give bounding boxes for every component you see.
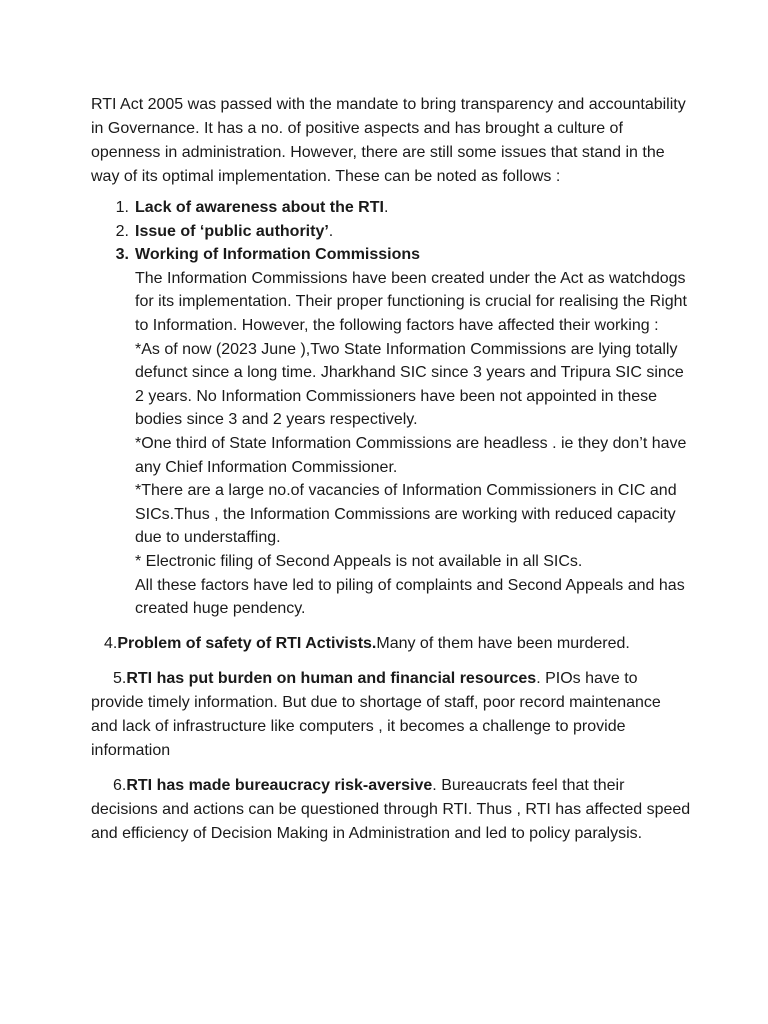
commissions-paragraph: * Electronic filing of Second Appeals is not available in all SICs. <box>135 552 583 570</box>
commissions-details <box>135 267 691 621</box>
document-page <box>91 93 691 846</box>
list-item-2 <box>91 220 691 244</box>
list-item-3 <box>91 243 691 267</box>
commissions-paragraph: *One third of State Information Commissions are headless . ie they don’t have any Chief Information Commissioner. <box>135 434 687 476</box>
section-text: . PIOs have to provide timely information. But due to shortage of staff, poor record maintenance and lack of infrastructure like computers , it becomes a challenge to provide information <box>91 669 661 759</box>
intro-paragraph: RTI Act 2005 was passed with the mandate to bring transparency and accountability in Governance. It has a no. of positive aspects and has brought a culture of openness in administration. However, there are still some issues that stand in the way of its optimal implementation. These can be noted as follows : <box>91 96 686 185</box>
commissions-paragraph: *As of now (2023 June ),Two State Information Commissions are lying totally defunct since a long time. Jharkhand SIC since 3 years and Tripura SIC since 2 years. No Information Commissioners have been not appointed in these bodies since 3 and 2 years respectively. <box>135 340 684 429</box>
list-number: 2. <box>115 222 129 240</box>
section-title: Problem of safety of RTI Activists. <box>117 634 377 652</box>
list-title: Working of Information Commissions <box>135 246 421 264</box>
section-number: 5. <box>113 669 127 687</box>
list-title: Lack of awareness about the RTI <box>135 199 384 216</box>
section-5 <box>91 667 691 763</box>
section-text: . Bureaucrats feel that their decisions and actions can be questioned through RTI. Thus , RTI has affected speed and efficiency of Decision Making in Administration and led to policy paralysis. <box>91 776 691 842</box>
section-title: RTI has put burden on human and financial resources <box>126 669 537 687</box>
commissions-paragraph: The Information Commissions have been created under the Act as watchdogs for its implementation. Their proper functioning is crucial for realising the Right to Information. However, the following factors have affected their working : <box>135 269 687 334</box>
list-number: 3. <box>115 246 129 264</box>
section-number: 6. <box>113 776 127 794</box>
section-6 <box>91 774 691 846</box>
section-4 <box>91 632 691 656</box>
list-suffix: . <box>383 199 389 216</box>
section-text: Many of them have been murdered. <box>376 634 630 652</box>
commissions-paragraph: *There are a large no.of vacancies of Information Commissioners in CIC and SICs.Thus , the Information Commissions are working with reduced capacity due to understaffing. <box>135 482 677 547</box>
section-title: RTI has made bureaucracy risk-aversive <box>126 776 433 794</box>
list-item-1 <box>91 196 691 220</box>
list-number: 1. <box>115 199 129 216</box>
section-number: 4. <box>104 634 118 652</box>
commissions-paragraph: All these factors have led to piling of complaints and Second Appeals and has created huge pendency. <box>135 576 685 618</box>
list-suffix: . <box>328 222 334 240</box>
list-title: Issue of ‘public authority’ <box>135 222 329 240</box>
